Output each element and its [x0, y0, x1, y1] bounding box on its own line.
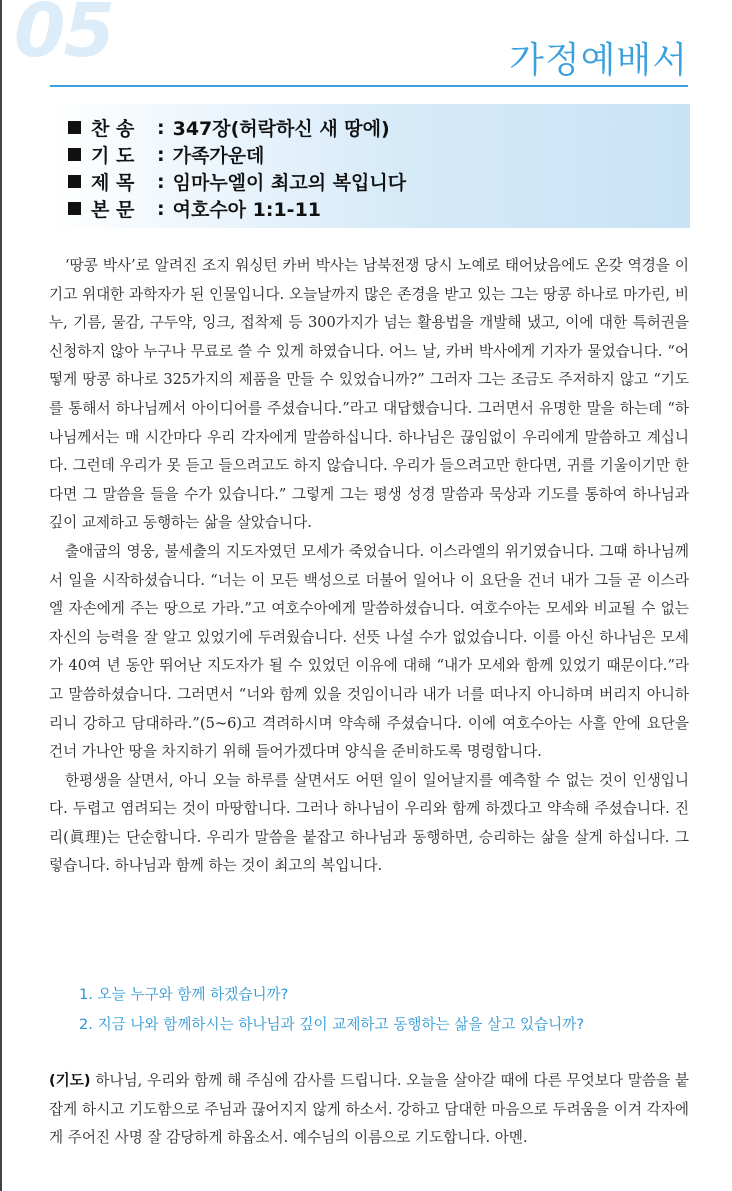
info-value: 여호수아 1:1-11: [172, 199, 322, 221]
info-label: 본 문: [91, 199, 135, 221]
question-item: 1. 오늘 누구와 함께 하겠습니까?: [79, 986, 289, 1003]
info-row-title: [68, 168, 406, 195]
info-label: 제 목: [91, 172, 135, 194]
worship-info-box: [50, 104, 690, 228]
square-bullet-icon: [68, 175, 81, 188]
info-label: 기 도: [91, 145, 135, 167]
info-row-hymn: [68, 114, 406, 141]
info-colon: :: [157, 197, 165, 220]
question-item: 2. 지금 나와 함께하시는 하나님과 깊이 교제하고 동행하는 삶을 살고 있습니까?: [79, 1016, 585, 1033]
sermon-paragraph: ‘땅콩 박사’로 알려진 조지 워싱턴 카버 박사는 남북전쟁 당시 노예로 태어났음에도 온갖 역경을 이기고 위대한 과학자가 된 인물입니다. 오늘날까지 많은 존경을 받고 있는 그는 땅콩 하나로 마가린, 비누, 기름, 물감, 구두약, 잉크, 접착제 등 300가지가 넘는 활용법을 개발해 냈고, 이에 대한 특허권을 신청하지 않아 누구나 무료로 쓸 수 있게 하였습니다. 어느 날, 카버 박사에게 기자가 물었습니다. “어떻게 땅콩 하나로 325가지의 제품을 만들 수 있었습니까?” 그러자 그는 조금도 주저하지 않고 “기도를 통해서 하나님께서 아이디어를 주셨습니다.”라고 대답했습니다. 그러면서 유명한 말을 하는데 “하나님께서는 매 시간마다 우리 각자에게 말씀하십니다. 하나님은 끊임없이 우리에게 말씀하고 계십니다. 그런데 우리가 못 듣고 들으려고도 하지 않습니다. 우리가 들으려고만 한다면, 귀를 기울이기만 한다면 그 말씀을 들을 수가 있습니다.” 그렇게 그는 평생 성경 말씀과 묵상과 기도를 통하여 하나님과 깊이 교제하고 동행하는 삶을 살았습니다.: [49, 257, 689, 532]
sermon-paragraph: 출애굽의 영웅, 불세출의 지도자였던 모세가 죽었습니다. 이스라엘의 위기였습니다. 그때 하나님께서 일을 시작하셨습니다. “너는 이 모든 백성으로 더불어 일어나 이 요단을 건너 내가 그들 곧 이스라엘 자손에게 주는 땅으로 가라.”고 여호수아에게 말씀하셨습니다. 여호수아는 모세와 비교될 수 없는 자신의 능력을 잘 알고 있었기에 두려웠습니다. 선뜻 나설 수가 없었습니다. 이를 아신 하나님은 모세가 40여 년 동안 뛰어난 지도자가 될 수 있었던 이유에 대해 “내가 모세와 함께 있었기 때문이다.”라고 말씀하셨습니다. 그러면서 “너와 함께 있을 것임이니라 내가 너를 떠나지 아니하며 버리지 아니하리니 강하고 담대하라.”(5~6)고 격려하시며 약속해 주셨습니다. 이에 여호수아는 사흘 안에 요단을 건너 가나안 땅을 차지하기 위해 들어가겠다며 양식을 준비하도록 명령합니다.: [49, 542, 689, 761]
prayer-text: 하나님, 우리와 함께 해 주심에 감사를 드립니다. 오늘을 살아갈 때에 다른 무엇보다 말씀을 붙잡게 하시고 기도함으로 주님과 끊어지지 않게 하소서. 강하고 담대한 마음으로 두려움을 이겨 각자에게 주어진 사명 잘 감당하게 하옵소서. 예수님의 이름으로 기도합니다. 아멘.: [49, 1072, 689, 1147]
square-bullet-icon: [68, 202, 81, 215]
square-bullet-icon: [68, 148, 81, 161]
info-colon: :: [157, 143, 165, 166]
reflection-questions: [79, 980, 584, 1040]
header-divider: [50, 85, 688, 87]
info-value: 임마누엘이 최고의 복입니다: [172, 172, 407, 194]
sermon-body: [49, 252, 689, 881]
page-number: 05: [14, 0, 113, 74]
info-value: 347장(허락하신 새 땅에): [172, 118, 390, 140]
info-colon: :: [157, 170, 165, 193]
section-title: 가정예배서: [509, 40, 688, 81]
info-row-scripture: [68, 195, 406, 222]
info-colon: :: [157, 116, 165, 139]
worship-info-list: [68, 114, 406, 222]
info-label: 찬 송: [91, 118, 135, 140]
square-bullet-icon: [68, 121, 81, 134]
info-value: 가족가운데: [172, 145, 265, 167]
sermon-paragraph: 한평생을 살면서, 아니 오늘 하루를 살면서도 어떤 일이 일어날지를 예측할 수 없는 것이 인생입니다. 두렵고 염려되는 것이 마땅합니다. 그러나 하나님이 우리와 함께 하겠다고 약속해 주셨습니다. 진리(眞理)는 단순합니다. 우리가 말씀을 붙잡고 하나님과 동행하면, 승리하는 삶을 살게 하십니다. 그렇습니다. 하나님과 함께 하는 것이 최고의 복입니다.: [49, 771, 689, 875]
info-row-prayer: [68, 141, 406, 168]
prayer-label: (기도): [49, 1072, 91, 1089]
closing-prayer: [49, 1067, 689, 1153]
